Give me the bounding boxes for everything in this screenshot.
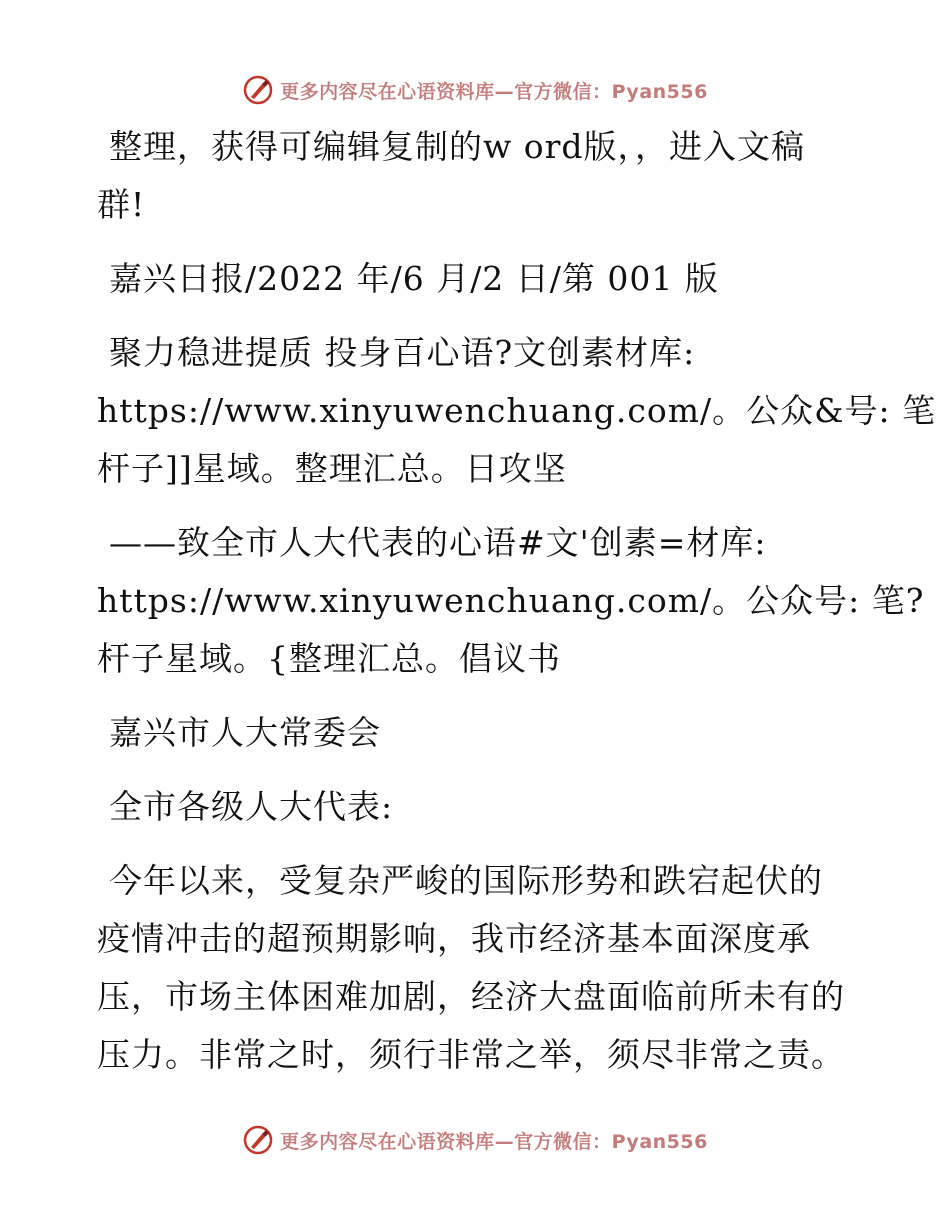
text-line: 整理，获得可编辑复制的w ord版，，进入文稿 <box>109 127 806 166</box>
text-line: https://www.xinyuwenchuang.com/。公众&号: 笔 <box>97 391 937 430</box>
text-line: ——致全市人大代表的心语#文'创素=材库: <box>109 523 767 562</box>
text-line: 全市各级人大代表: <box>109 787 394 826</box>
text-line: https://www.xinyuwenchuang.com/。公众号: 笔? <box>97 581 925 620</box>
paragraph-title <box>97 324 937 498</box>
paragraph-source <box>97 250 857 308</box>
paragraph-author <box>97 704 857 762</box>
document-body <box>97 118 937 1084</box>
footer-banner-text: 更多内容尽在心语资料库—官方微信：Pyan556 <box>280 1130 708 1153</box>
paragraph-body <box>97 852 857 1084</box>
header-banner <box>0 70 950 110</box>
text-line: 今年以来，受复杂严峻的国际形势和跌宕起伏的 <box>109 861 823 900</box>
paragraph-subtitle <box>97 514 925 688</box>
text-line: 群! <box>97 185 146 224</box>
paragraph-salutation <box>97 778 857 836</box>
text-line: 疫情冲击的超预期影响，我市经济基本面深度承 <box>97 919 811 958</box>
text-line: 聚力稳进提质 投身百心语?文创素材库: <box>109 333 696 372</box>
text-line: 嘉兴日报/2022 年/6 月/2 日/第 001 版 <box>109 259 719 298</box>
text-line: 杆子星域。{整理汇总。倡议书 <box>97 639 561 678</box>
paragraph-intro <box>97 118 857 234</box>
text-line: 压力。非常之时，须行非常之举，须尽非常之责。 <box>97 1035 845 1074</box>
pen-logo-icon <box>242 74 274 106</box>
text-line: 嘉兴市人大常委会 <box>109 713 381 752</box>
text-line: 压，市场主体困难加剧，经济大盘面临前所未有的 <box>97 977 845 1016</box>
header-banner-text: 更多内容尽在心语资料库—官方微信：Pyan556 <box>280 80 708 103</box>
footer-banner <box>0 1120 950 1160</box>
pen-logo-icon <box>242 1124 274 1156</box>
text-line: 杆子]]星域。整理汇总。日攻坚 <box>97 449 567 488</box>
